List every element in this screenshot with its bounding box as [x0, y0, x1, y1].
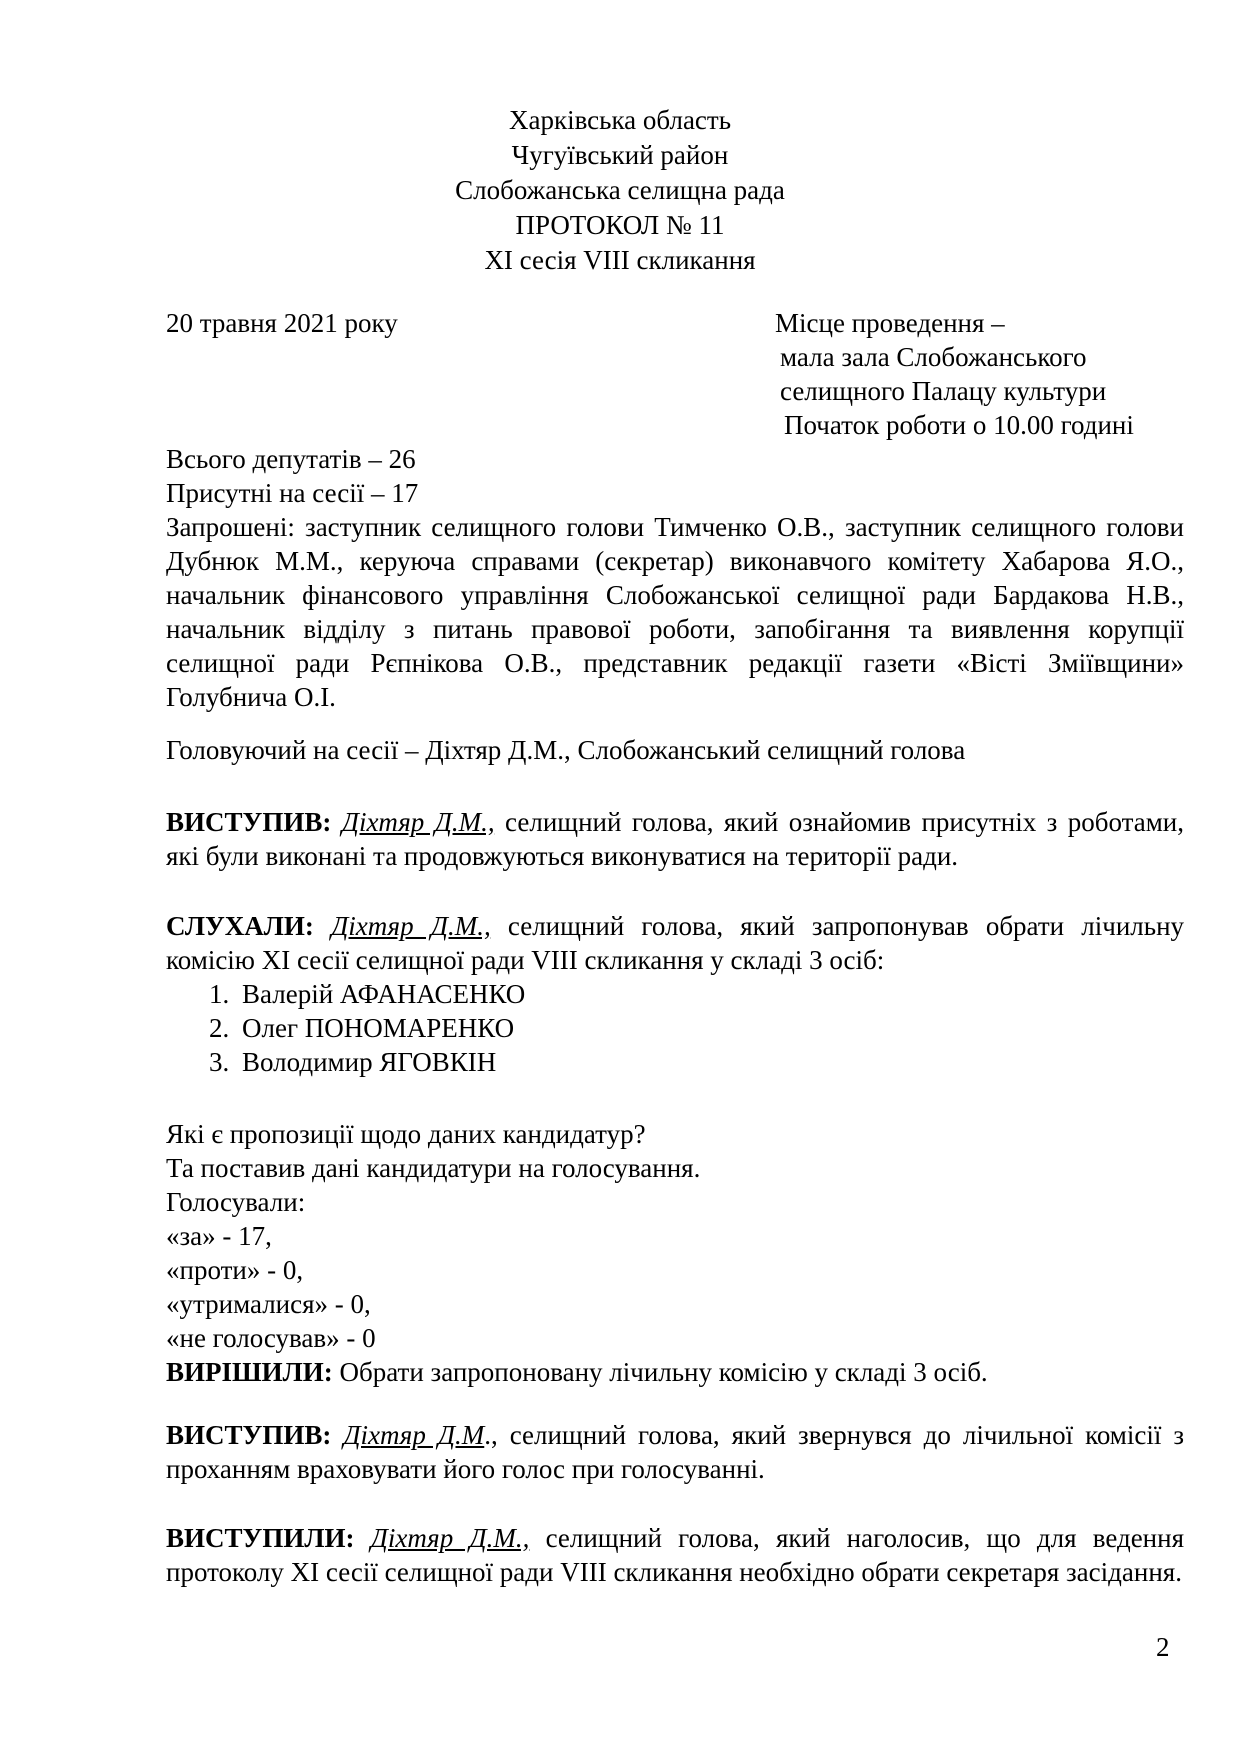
present-deputies: Присутні на сесії – 17: [166, 478, 419, 508]
meeting-place: [775, 306, 1134, 442]
list-item: 2. Олег ПОНОМАРЕНКО: [236, 1011, 1184, 1045]
decision: [166, 1355, 1184, 1389]
voted-label: Голосували:: [166, 1187, 306, 1217]
council-line: Слобожанська селищна рада: [455, 175, 785, 205]
meeting-date: 20 травня 2021 року: [166, 308, 398, 338]
speech-2-text: ., селищний голова, який звернувся до лічильної комісії з проханням враховувати його голос при голосуванні.: [166, 1420, 1185, 1484]
speech-1-label: ВИСТУПИВ:: [166, 807, 332, 837]
vote-block: [166, 1117, 1184, 1389]
votes-not-voted: «не голосував» - 0: [166, 1323, 376, 1353]
votes-for: «за» - 17,: [166, 1221, 272, 1251]
chair-line: Головуючий на сесії – Діхтяр Д.М., Слобожанський селищний голова: [166, 735, 966, 765]
protocol-title: ПРОТОКОЛ № 11: [515, 210, 725, 240]
speech-3: [166, 1521, 1184, 1589]
speech-1-text: селищний голова, який ознайомив присутніх з роботами, які були виконані та продовжуються виконуватися на території ради.: [166, 807, 1184, 871]
place-line-2: мала зала Слобожанського: [780, 342, 1087, 372]
heard-block: [166, 909, 1184, 1079]
place-line-1: Місце проведення –: [775, 308, 1005, 338]
heard-paragraph: [166, 909, 1184, 977]
list-item: 3. Володимир ЯГОВКІН: [236, 1045, 1184, 1079]
list-item: 1. Валерій АФАНАСЕНКО: [236, 977, 1184, 1011]
votes-against: «проти» - 0,: [166, 1255, 304, 1285]
attendance-block: [166, 442, 1184, 714]
speech-1-name: Діхтяр Д.М.,: [341, 807, 495, 837]
speech-3-name: Діхтяр Д.М.,: [370, 1523, 530, 1553]
speech-2-name: Діхтяр Д.М: [343, 1420, 485, 1450]
heard-name: Діхтяр Д.М.,: [331, 911, 491, 941]
counting-commission-list: [166, 977, 1184, 1079]
document-header: [0, 103, 1240, 278]
speech-1: [166, 805, 1184, 873]
start-time-line: Початок роботи о 10.00 годині: [784, 410, 1134, 440]
district-line: Чугуївський район: [511, 140, 729, 170]
speech-2: [166, 1418, 1184, 1486]
heard-text: селищний голова, який запропонував обрати лічильну комісію XI сесії селищної ради VIII скликання у складі 3 осіб:: [166, 911, 1185, 975]
total-deputies: Всього депутатів – 26: [166, 444, 416, 474]
page-number: 2: [1156, 1632, 1170, 1662]
speech-3-label: ВИСТУПИЛИ:: [166, 1523, 355, 1553]
speech-3-text: селищний голова, який наголосив, що для ведення протоколу XI сесії селищної ради VIII скликання необхідно обрати секретаря засідання.: [166, 1523, 1185, 1587]
region-line: Харківська область: [508, 105, 732, 135]
votes-abstained: «утрималися» - 0,: [166, 1289, 371, 1319]
vote-put: Та поставив дані кандидатури на голосування.: [166, 1153, 701, 1183]
place-line-3: селищного Палацу культури: [780, 376, 1107, 406]
invited-paragraph: Запрошені: заступник селищного голови Тимченко О.В., заступник селищного голови Дубнюк М.М., керуюча справами (секретар) виконавчого комітету Хабарова Я.О., начальник фінансового управління Слобожанської селищної ради Бардакова Н.В., начальник відділу з питань правової роботи, запобігання та виявлення корупції селищної ради Рєпнікова О.В., представник редакції газети «Вісті Зміївщини» Голубнича О.І.: [166, 512, 1184, 712]
session-line: XI сесія VIII скликання: [484, 245, 756, 275]
vote-question: Які є пропозиції щодо даних кандидатур?: [166, 1119, 646, 1149]
speech-2-label: ВИСТУПИВ:: [166, 1420, 332, 1450]
decision-label: ВИРІШИЛИ:: [166, 1357, 333, 1387]
heard-label: СЛУХАЛИ:: [166, 911, 314, 941]
decision-text: Обрати запропоновану лічильну комісію у складі 3 осіб.: [332, 1357, 988, 1387]
